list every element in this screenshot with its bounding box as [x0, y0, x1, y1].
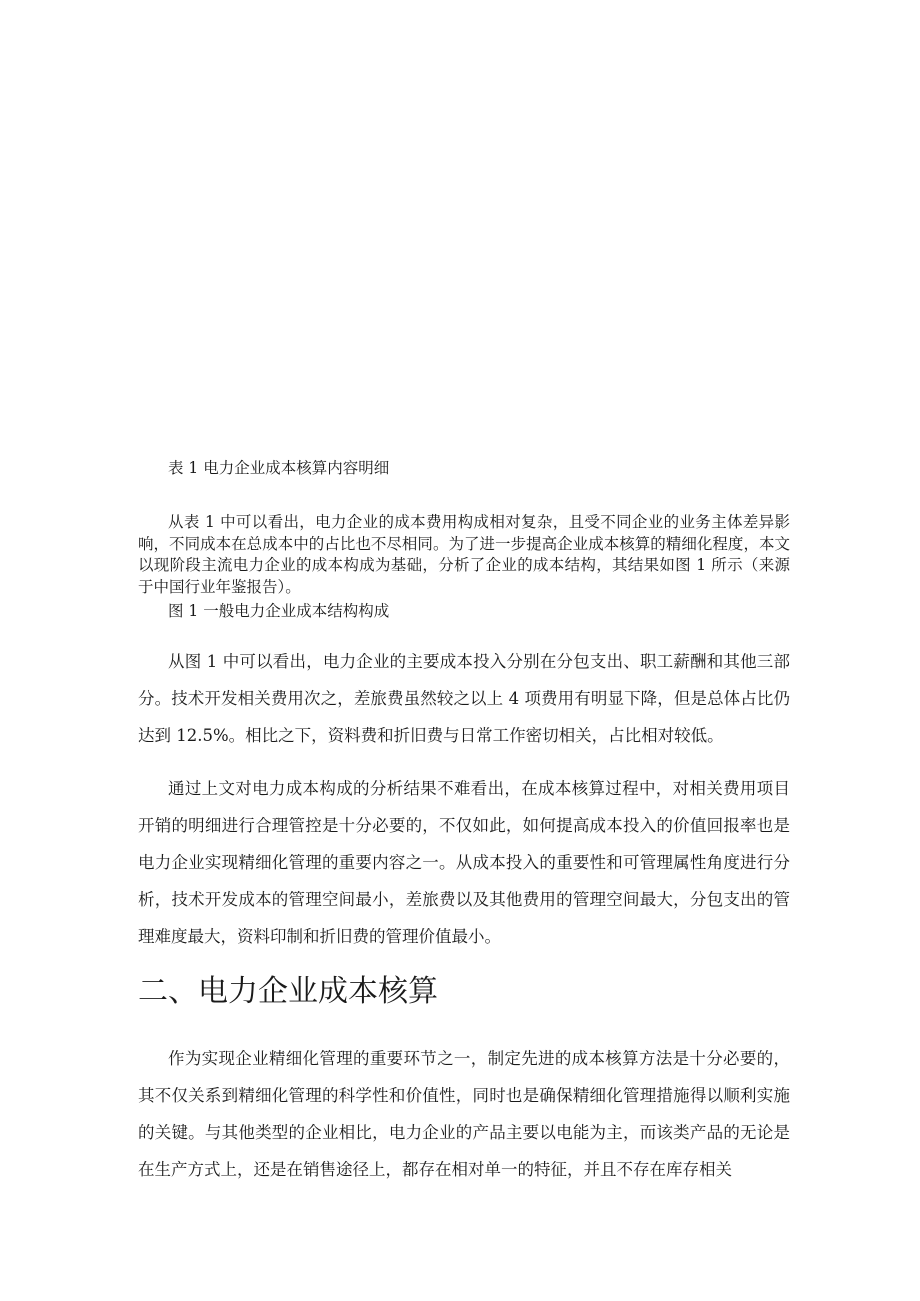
paragraph-figure-analysis: 从图 1 中可以看出，电力企业的主要成本投入分别在分包支出、职工薪酬和其他三部分。技术开发相关费用次之，差旅费虽然较之以上 4 项费用有明显下降，但是总体占比仍达到 12.5%。相比之下，资料费和折旧费与日常工作密切相关，占比相对较低。: [138, 652, 790, 745]
table-caption: 表 1 电力企业成本核算内容明细: [168, 459, 390, 477]
blank-area: [0, 0, 920, 450]
paragraph-cost-management: 通过上文对电力成本构成的分析结果不难看出，在成本核算过程中，对相关费用项目开销的明细进行合理管控是十分必要的，不仅如此，如何提高成本投入的价值回报率也是电力企业实现精细化管理的重要内容之一。从成本投入的重要性和可管理属性角度进行分析，技术开发成本的管理空间最小，差旅费以及其他费用的管理空间最大，分包支出的管理难度最大，资料印制和折旧费的管理价值最小。: [138, 779, 790, 946]
figure-caption: 图 1 一般电力企业成本结构构成: [168, 602, 390, 620]
paragraph-cost-accounting: 作为实现企业精细化管理的重要环节之一，制定先进的成本核算方法是十分必要的，其不仅关系到精细化管理的科学性和价值性，同时也是确保精细化管理措施得以顺利实施的关键。与其他类型的企业相比，电力企业的产品主要以电能为主，而该类产品的无论是在生产方式上，还是在销售途径上，都存在相对单一的特征，并且不存在库存相关: [138, 1049, 790, 1179]
paragraph-table-analysis: 从表 1 中可以看出，电力企业的成本费用构成相对复杂，且受不同企业的业务主体差异影响，不同成本在总成本中的占比也不尽相同。为了进一步提高企业成本核算的精细化程度，本文以现阶段主流电力企业的成本构成为基础，分析了企业的成本结构，其结果如图 1 所示（来源于中国行业年鉴报告）。: [138, 513, 790, 596]
section-heading: 二、电力企业成本核算: [138, 974, 438, 1009]
